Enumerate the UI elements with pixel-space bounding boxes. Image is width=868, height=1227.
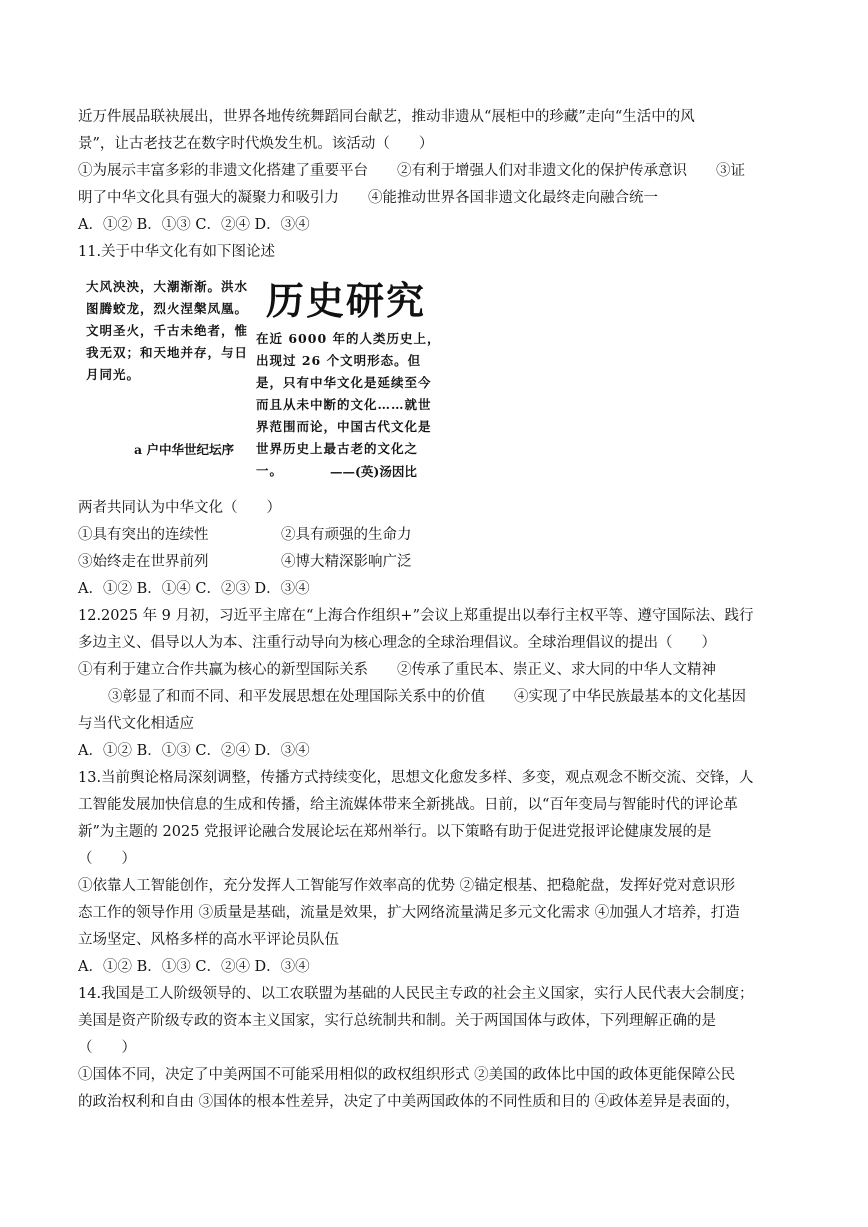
- option-line: ①具有突出的连续性 ②具有顽强的生命力: [78, 527, 412, 543]
- question-11-figure: [80, 270, 450, 490]
- answer-choices: A．①② B．①③ C．②④ D．③④: [78, 959, 310, 975]
- text-line: 新”为主题的 2025 党报评论融合发展论坛在郑州举行。以下策略有助于促进党报评论健康发展的是: [78, 824, 712, 840]
- option-line: ③彰显了和而不同、和平发展思想在处理国际关系中的价值 ④实现了中华民族最基本的文化基因: [108, 689, 746, 705]
- option-line: ①为展示丰富多彩的非遗文化搭建了重要平台 ②有利于增强人们对非遗文化的保护传承意识 ③证: [78, 163, 745, 179]
- text-line: （ ）: [78, 851, 136, 867]
- text-line: （ ）: [78, 1040, 136, 1056]
- text-line: 美国是资产阶级专政的资本主义国家，实行总统制共和制。关于两国国体与政体，下列理解正确的是: [78, 1013, 716, 1029]
- option-line: 明了中华文化具有强大的凝聚力和吸引力 ④能推动世界各国非遗文化最终走向融合统一: [78, 190, 658, 206]
- option-line: 立场坚定、风格多样的高水平评论员队伍: [78, 932, 339, 948]
- figure-title: 历史研究: [266, 279, 427, 323]
- question-11-stem: 11.关于中华文化有如下图论述: [78, 244, 276, 260]
- option-line: ①依靠人工智能创作，充分发挥人工智能写作效率高的优势 ②锚定根基、把稳舵盘，发挥好党对意识形: [78, 878, 736, 894]
- text-line: 近万件展品联袂展出，世界各地传统舞蹈同台献艺，推动非遗从“展柜中的珍藏”走向“生活中的风: [78, 109, 695, 125]
- question-14-stem: 14.我国是工人阶级领导的、以工农联盟为基础的人民民主专政的社会主义国家，实行人民代表大会制度；: [78, 986, 754, 1002]
- option-line: ③始终走在世界前列 ④博大精深影响广泛: [78, 554, 412, 570]
- answer-choices: A．①② B．①③ C．②④ D．③④: [78, 217, 310, 233]
- answer-choices: A．①② B．①④ C．②③ D．③④: [78, 581, 310, 597]
- text-line: 两者共同认为中华文化（ ）: [78, 500, 281, 516]
- text-line: 工智能发展加快信息的生成和传播，给主流媒体带来全新挑战。日前，以“百年变局与智能时代的评论革: [78, 797, 738, 813]
- question-13-stem: 13.当前舆论格局深刻调整，传播方式持续变化，思想文化愈发多样、多变，观点观念不断交流、交锋，人: [78, 770, 754, 786]
- option-line: ①有利于建立合作共赢为核心的新型国际关系 ②传承了重民本、崇正义、求大同的中华人文精神: [78, 662, 716, 678]
- figure-left-caption: a 户中华世纪坛序: [134, 442, 234, 457]
- figure-left-quote: 大风泱泱，大潮渐渐。洪水图腾蛟龙，烈火涅槃凤凰。文明圣火，千古未绝者，惟我无双；和天地并存，与日月同光。: [86, 279, 249, 382]
- option-line: 与当代文化相适应: [78, 716, 194, 732]
- option-line: 的政治权利和自由 ③国体的根本性差异，决定了中美两国政体的不同性质和目的 ④政体差异是表面的，: [78, 1094, 740, 1110]
- option-line: 态工作的领导作用 ③质量是基础，流量是效果，扩大网络流量满足多元文化需求 ④加强人才培养，打造: [78, 905, 740, 921]
- answer-choices: A．①② B．①③ C．②④ D．③④: [78, 743, 310, 759]
- figure-author: ——(英)汤因比: [330, 464, 417, 479]
- option-line: ①国体不同，决定了中美两国不可能采用相似的政权组织形式 ②美国的政体比中国的政体更能保障公民: [78, 1067, 736, 1083]
- question-12-stem: 12.2025 年 9 月初，习近平主席在“上海合作组织+”会议上郑重提出以奉行主权平等、遵守国际法、践行: [78, 608, 754, 624]
- figure-right-quote: 在近 6000 年的人类历史上，出现过 26 个文明形态。但是，只有中华文化是延续至今而且从未中断的文化……就世界范围而论，中国古代文化是世界历史上最古老的文化之一。: [256, 331, 441, 478]
- text-line: 多边主义、倡导以人为本、注重行动导向为核心理念的全球治理倡议。全球治理倡议的提出（ ）: [78, 635, 716, 651]
- text-line: 景”，让古老技艺在数字时代焕发生机。该活动（ ）: [78, 136, 434, 152]
